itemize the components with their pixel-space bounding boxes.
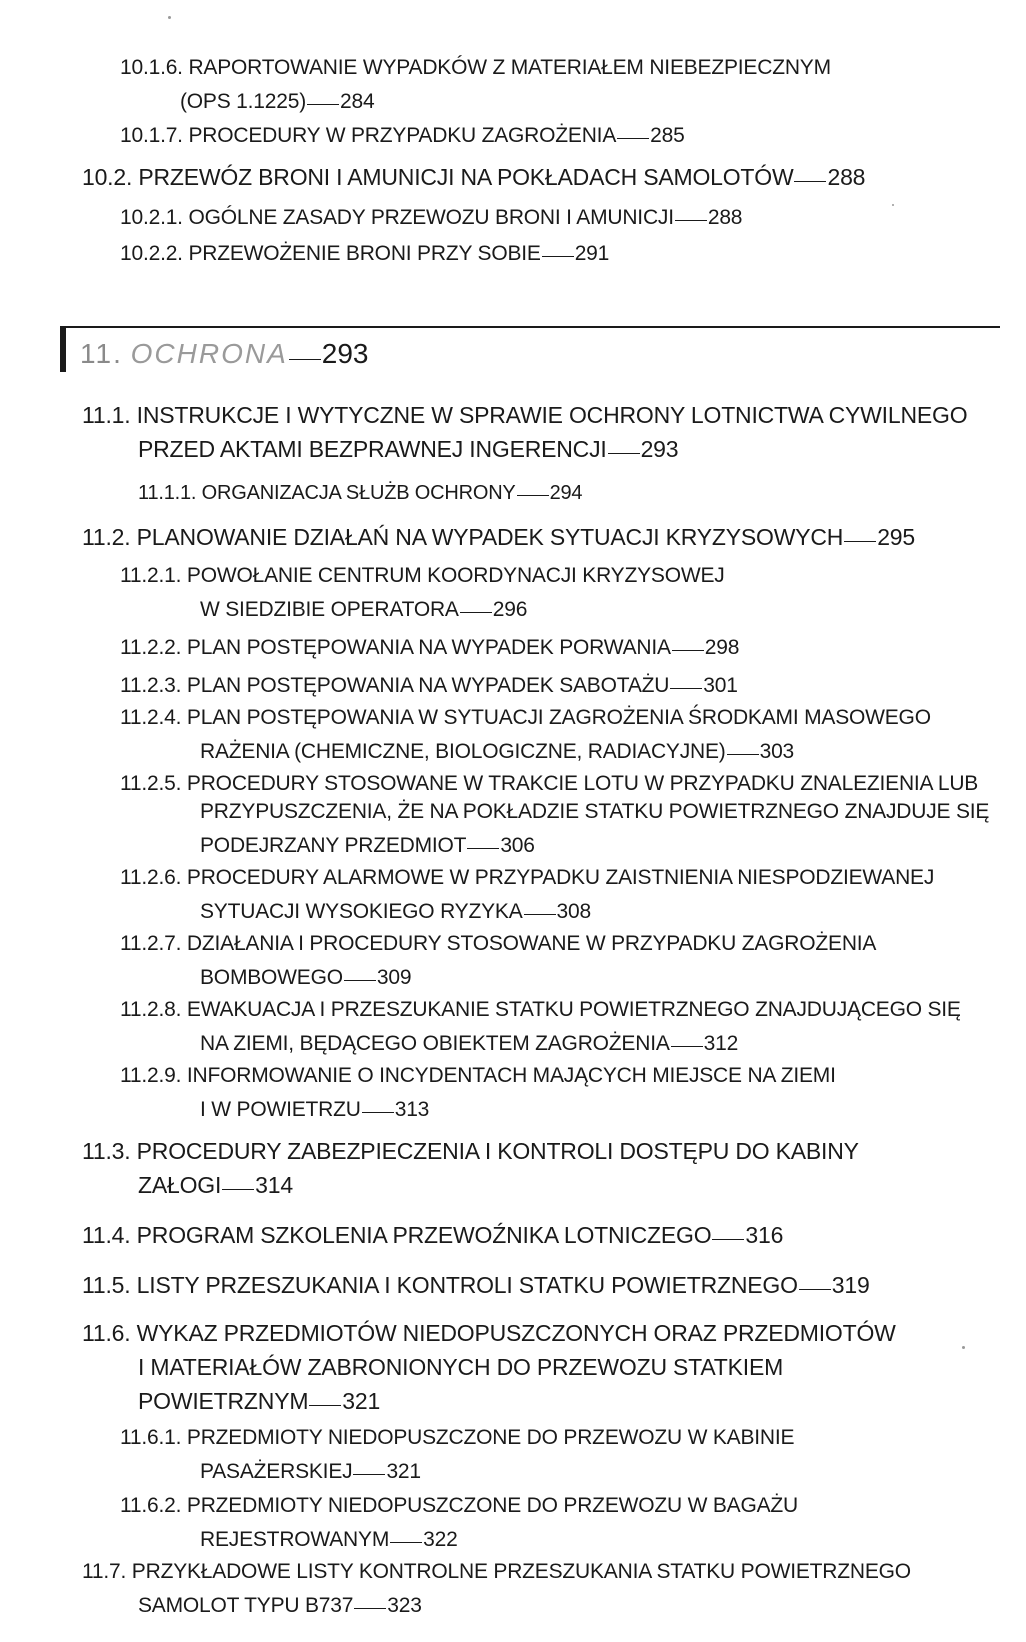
toc-entry-11-2-9-cont [200, 1098, 429, 1122]
entry-title: INSTRUKCJE I WYTYCZNE W SPRAWIE OCHRONY LOTNICTWA CYWILNEGO [136, 402, 968, 428]
entry-number: 11.2.5. [120, 772, 182, 795]
leader-line [675, 220, 707, 221]
leader-line [289, 359, 321, 360]
entry-title-cont: PODEJRZANY PRZEDMIOT [200, 834, 467, 857]
toc-entry-11-2-3 [120, 674, 738, 698]
leader-line [672, 650, 704, 651]
toc-entry-10-2-2 [120, 242, 609, 266]
toc-entry-11-6-1 [120, 1426, 794, 1450]
toc-entry-11-3 [82, 1138, 859, 1165]
toc-entry-11-7 [82, 1560, 911, 1584]
leader-line [671, 1046, 703, 1047]
entry-title: INFORMOWANIE O INCYDENTACH MAJĄCYCH MIEJSCE NA ZIEMI [186, 1064, 836, 1087]
chapter-heading [80, 338, 368, 370]
entry-number: 10.2. [82, 164, 133, 190]
toc-entry-11-2 [82, 524, 915, 551]
entry-title-cont: SAMOLOT TYPU B737 [138, 1594, 354, 1617]
leader-line [309, 1405, 341, 1406]
toc-entry-11-2-2 [120, 636, 739, 660]
chapter-title: OCHRONA [130, 338, 288, 369]
chapter-number: 11. [80, 338, 123, 369]
entry-title: PRZEDMIOTY NIEDOPUSZCZONE DO PRZEWOZU W KABINIE [186, 1426, 795, 1449]
toc-entry-11-2-7 [120, 932, 876, 956]
entry-number: 10.1.7. [120, 124, 183, 147]
entry-title: PRZEDMIOTY NIEDOPUSZCZONE DO PRZEWOZU W BAGAŻU [186, 1494, 799, 1517]
entry-title: LISTY PRZESZUKANIA I KONTROLI STATKU POWIETRZNEGO [136, 1272, 798, 1298]
entry-page: 308 [556, 900, 591, 923]
entry-title: PRZYKŁADOWE LISTY KONTROLNE PRZESZUKANIA STATKU POWIETRZNEGO [131, 1560, 911, 1583]
entry-title: DZIAŁANIA I PROCEDURY STOSOWANE W PRZYPADKU ZAGROŻENIA [186, 932, 877, 955]
entry-title-cont: RAŻENIA (CHEMICZNE, BIOLOGICZNE, RADIACYJNE) [200, 740, 726, 763]
entry-title: PROCEDURY ZABEZPIECZENIA I KONTROLI DOSTĘPU DO KABINY [136, 1138, 859, 1164]
toc-entry-11-2-5 [120, 772, 978, 796]
entry-page: 312 [703, 1032, 739, 1055]
entry-page: 295 [877, 524, 915, 550]
scan-speck [892, 204, 894, 206]
entry-title: PROCEDURY ALARMOWE W PRZYPADKU ZAISTNIENIA NIESPODZIEWANEJ [186, 866, 935, 889]
leader-line [727, 754, 759, 755]
entry-page: 296 [492, 598, 528, 621]
entry-title: WYKAZ PRZEDMIOTÓW NIEDOPUSZCZONYCH ORAZ PRZEDMIOTÓW [136, 1320, 896, 1346]
toc-entry-10-1-6 [120, 56, 831, 80]
entry-title: ORGANIZACJA SŁUŻB OCHRONY [201, 482, 516, 504]
entry-title: PROGRAM SZKOLENIA PRZEWOŹNIKA LOTNICZEGO [136, 1222, 712, 1248]
entry-title-cont: W SIEDZIBIE OPERATORA [200, 598, 459, 621]
entry-number: 10.2.2. [120, 242, 183, 265]
leader-line [467, 848, 499, 849]
entry-number: 11.2.2. [120, 636, 182, 659]
leader-line [608, 453, 640, 454]
toc-entry-11-2-8 [120, 998, 961, 1022]
chapter-rule [60, 326, 1000, 328]
entry-number: 11.6.1. [120, 1426, 182, 1449]
entry-number: 11.4. [82, 1222, 131, 1248]
entry-title: PROCEDURY STOSOWANE W TRAKCIE LOTU W PRZYPADKU ZNALEZIENIA LUB [186, 772, 979, 795]
entry-title-cont: ZAŁOGI [138, 1172, 222, 1198]
toc-entry-11-2-4 [120, 706, 931, 730]
leader-line [344, 980, 376, 981]
entry-page: 294 [549, 482, 583, 504]
leader-line [307, 104, 339, 105]
entry-number: 11.7. [82, 1560, 127, 1583]
leader-line [617, 138, 649, 139]
toc-entry-11-2-7-cont [200, 966, 411, 990]
entry-page: 316 [745, 1222, 784, 1248]
toc-entry-11-4 [82, 1222, 783, 1249]
leader-line [844, 541, 876, 542]
entry-number: 10.1.6. [120, 56, 183, 79]
entry-title-cont: NA ZIEMI, BĘDĄCEGO OBIEKTEM ZAGROŻENIA [200, 1032, 670, 1055]
toc-entry-10-2 [82, 164, 865, 191]
toc-entry-11-5 [82, 1272, 870, 1299]
toc-entry-11-1 [82, 402, 967, 429]
toc-entry-11-2-5-cont [200, 800, 989, 824]
chapter-bar [60, 328, 66, 372]
scan-speck [962, 1346, 965, 1349]
entry-number: 11.6. [82, 1320, 131, 1346]
toc-entry-11-6 [82, 1320, 896, 1347]
entry-page: 321 [342, 1388, 381, 1414]
leader-line [799, 1289, 831, 1290]
leader-line [524, 914, 556, 915]
entry-page: 298 [704, 636, 740, 659]
entry-title-cont: REJESTROWANYM [200, 1528, 390, 1551]
entry-number: 11.2.8. [120, 998, 182, 1021]
entry-page: 288 [707, 206, 743, 229]
leader-line [222, 1189, 254, 1190]
entry-title-cont: PRZYPUSZCZENIA, ŻE NA POKŁADZIE STATKU POWIETRZNEGO ZNAJDUJE SIĘ [200, 800, 990, 823]
entry-page: 288 [827, 164, 866, 190]
toc-entry-11-7-cont [138, 1594, 422, 1618]
entry-title-cont: PASAŻERSKIEJ [200, 1460, 353, 1483]
toc-entry-11-1-1 [138, 482, 582, 505]
entry-number: 11.2. [82, 524, 131, 550]
entry-page: 291 [574, 242, 610, 265]
entry-title: PRZEWOŻENIE BRONI PRZY SOBIE [188, 242, 541, 265]
leader-line [542, 256, 574, 257]
entry-page: 319 [831, 1272, 870, 1298]
entry-title-cont: (OPS 1.1225) [180, 90, 306, 113]
toc-entry-11-6-2-cont [200, 1528, 458, 1552]
entry-number: 11.5. [82, 1272, 131, 1298]
entry-title: RAPORTOWANIE WYPADKÓW Z MATERIAŁEM NIEBEZPIECZNYM [188, 56, 831, 79]
entry-title-cont: I MATERIAŁÓW ZABRONIONYCH DO PRZEWOZU STATKIEM [138, 1354, 784, 1380]
toc-entry-11-2-6 [120, 866, 934, 890]
scan-speck [168, 16, 171, 19]
entry-number: 11.2.1. [120, 564, 182, 587]
toc-entry-11-6-1-cont [200, 1460, 421, 1484]
toc-entry-11-6-2 [120, 1494, 798, 1518]
entry-number: 11.6.2. [120, 1494, 182, 1517]
entry-title: EWAKUACJA I PRZESZUKANIE STATKU POWIETRZNEGO ZNAJDUJĄCEGO SIĘ [186, 998, 961, 1021]
leader-line [390, 1542, 422, 1543]
entry-title: PLAN POSTĘPOWANIA NA WYPADEK SABOTAŻU [186, 674, 670, 697]
entry-number: 11.1. [82, 402, 131, 428]
entry-number: 11.3. [82, 1138, 131, 1164]
leader-line [794, 181, 826, 182]
leader-line [670, 688, 702, 689]
entry-page: 309 [376, 966, 412, 989]
leader-line [353, 1474, 385, 1475]
entry-title-cont: I W POWIETRZU [200, 1098, 361, 1121]
entry-page: 285 [650, 124, 685, 147]
leader-line [517, 495, 549, 496]
leader-line [354, 1608, 386, 1609]
toc-entry-11-3-cont [138, 1172, 293, 1199]
toc-entry-11-2-1 [120, 564, 725, 588]
entry-title: OGÓLNE ZASADY PRZEWOZU BRONI I AMUNICJI [188, 206, 674, 229]
toc-entry-11-2-6-cont [200, 900, 591, 924]
toc-entry-10-1-6-cont [180, 90, 374, 114]
entry-title: PLANOWANIE DZIAŁAŃ NA WYPADEK SYTUACJI KRYZYSOWYCH [136, 524, 844, 550]
entry-title: PLAN POSTĘPOWANIA W SYTUACJI ZAGROŻENIA ŚRODKAMI MASOWEGO [186, 706, 931, 729]
entry-title-cont: SYTUACJI WYSOKIEGO RYZYKA [200, 900, 523, 923]
toc-entry-11-2-5-cont2 [200, 834, 535, 858]
entry-page: 321 [386, 1460, 421, 1483]
entry-page: 313 [394, 1098, 430, 1121]
entry-number: 11.2.3. [120, 674, 182, 697]
entry-title: PRZEWÓZ BRONI I AMUNICJI NA POKŁADACH SAMOLOTÓW [138, 164, 794, 190]
toc-entry-11-2-4-cont [200, 740, 794, 764]
toc-entry-11-2-1-cont [200, 598, 527, 622]
toc-entry-11-2-9 [120, 1064, 836, 1088]
leader-line [712, 1239, 744, 1240]
entry-number: 11.2.6. [120, 866, 182, 889]
toc-entry-11-2-8-cont [200, 1032, 738, 1056]
entry-number: 11.2.7. [120, 932, 182, 955]
entry-number: 11.2.9. [120, 1064, 182, 1087]
entry-page: 284 [340, 90, 375, 113]
leader-line [362, 1112, 394, 1113]
entry-page: 323 [387, 1594, 422, 1617]
entry-number: 11.2.4. [120, 706, 182, 729]
entry-page: 303 [759, 740, 795, 763]
entry-page: 314 [255, 1172, 293, 1198]
entry-page: 306 [500, 834, 535, 857]
entry-title: POWOŁANIE CENTRUM KOORDYNACJI KRYZYSOWEJ [186, 564, 725, 587]
toc-entry-11-6-cont2 [138, 1388, 380, 1415]
toc-entry-10-2-1 [120, 206, 742, 230]
leader-line [460, 612, 492, 613]
entry-page: 322 [423, 1528, 458, 1551]
entry-number: 11.1.1. [138, 482, 197, 504]
entry-title-cont: PRZED AKTAMI BEZPRAWNEJ INGERENCJI [138, 436, 607, 462]
entry-page: 293 [640, 436, 679, 462]
toc-entry-11-6-cont [138, 1354, 783, 1381]
entry-title-cont: POWIETRZNYM [138, 1388, 309, 1414]
chapter-page: 293 [321, 338, 369, 369]
entry-number: 10.2.1. [120, 206, 183, 229]
entry-title-cont: BOMBOWEGO [200, 966, 343, 989]
entry-page: 301 [703, 674, 738, 697]
entry-title: PLAN POSTĘPOWANIA NA WYPADEK PORWANIA [186, 636, 671, 659]
entry-title: PROCEDURY W PRZYPADKU ZAGROŻENIA [188, 124, 617, 147]
toc-entry-11-1-cont [138, 436, 678, 463]
toc-entry-10-1-7 [120, 124, 685, 148]
